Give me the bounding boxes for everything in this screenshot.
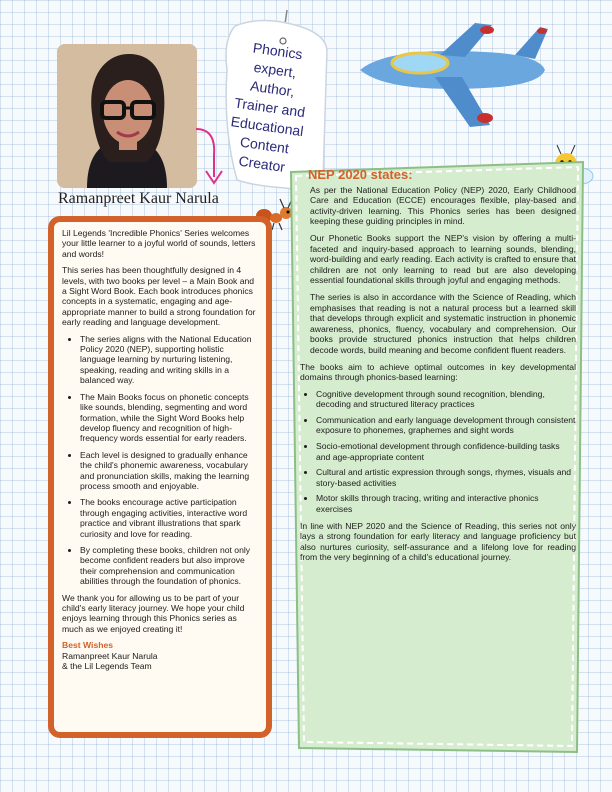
- signature-line: & the Lil Legends Team: [62, 661, 152, 672]
- nep-title: NEP 2020 states:: [308, 167, 413, 182]
- nep-content: [300, 167, 576, 569]
- signature-line: Ramanpreet Kaur Narula: [62, 650, 158, 661]
- curved-arrow-icon: [190, 125, 230, 190]
- nep-paragraph: Our Phonetic Books support the NEP's vision by offering a multi-faceted and inquiry-based approach to learning sounds, blending, word-building and early reading. Each activity is crafted to ensure that children are not only learning to read but are also developing essential foundational skills through joyful and engaging methods.: [310, 232, 576, 286]
- tag-line: Creator: [237, 152, 287, 175]
- tag-line: Phonics: [251, 39, 304, 63]
- list-item: • Cultural and artistic expression through songs, rhymes, visuals and story-based activities: [316, 467, 576, 488]
- nep-paragraph: In line with NEP 2020 and the Science of Reading, this series not only lays a strong foundation for early literacy and language proficiency but also nurtures curiosity, self-assurance and a lifelong love for reading from the very beginning of a child's educational journey.: [300, 520, 576, 563]
- outcomes-list: [300, 389, 576, 515]
- list-item: • The series aligns with the National Education Policy 2020 (NEP), supporting holistic language learning by nurturing listening, speaking, reading and writing skills in a balanced way.: [80, 334, 258, 386]
- design-paragraph: This series has been thoughtfully designed in 4 levels, with two books per level – a Main Book and a Sight Word Book. Each book introduces phonics concepts in a systematic, engaging and age-appropriate manner to build a strong foundation for early reading and language development.: [62, 265, 256, 328]
- series-intro-box: [48, 216, 272, 738]
- list-item: • The Main Books focus on phonetic concepts like sounds, blending, segmenting and word formation, while the Sight Word Books help develop fluency and recognition of high-frequency words essential for early readers.: [80, 392, 258, 444]
- best-wishes: Best Wishes: [62, 640, 114, 651]
- tag-line: Author,: [249, 77, 296, 100]
- nep-paragraph: As per the National Education Policy (NEP) 2020, Early Childhood Care and Education (ECCE) encourages flexible, play-based and activity-driven learning. This Phonics series has been designed keeping these guiding principles in mind.: [310, 184, 576, 227]
- author-photo: [57, 44, 197, 188]
- list-item: • Cognitive development through sound recognition, blending, decoding and structured literacy practices: [316, 389, 576, 410]
- tag-line: Educational: [229, 113, 305, 140]
- list-item: • Socio-emotional development through confidence-building tasks and age-appropriate content: [316, 441, 576, 462]
- tag-line: Content: [239, 133, 290, 157]
- list-item: • By completing these books, children not only become confident readers but also improve their comprehension and communication abilities through the foundation of phonics.: [80, 545, 258, 587]
- list-item: • Communication and early language development through consistent exposure to phonemes, graphemes and sight words: [316, 415, 576, 436]
- intro-paragraph: Lil Legends 'Incredible Phonics' Series welcomes your little learner to a joyful world of sounds, letters and words!: [62, 228, 256, 259]
- tag-line: Trainer and: [233, 94, 307, 121]
- nep-paragraph: The books aim to achieve optimal outcomes in key developmental domains through phonics-based learning:: [300, 361, 576, 383]
- author-name: Ramanpreet Kaur Narula: [58, 190, 219, 207]
- series-features-list: [62, 334, 258, 587]
- list-item: • The books encourage active participation through engaging activities, interactive word practice and vibrant illustrations that spark curiosity and love for reading.: [80, 497, 258, 539]
- nep-paragraph: The series is also in accordance with the Science of Reading, which emphasises that reading is not a natural process but a learned skill that develops through explicit and systematic instruction in phonemic awareness, phonics, fluency, vocabulary and comprehension. Our books provide structured phonics instruction that helps children decode words, build meaning and become confident fluent readers.: [310, 291, 576, 355]
- airplane-icon: [350, 15, 550, 135]
- tag-line: expert,: [252, 58, 298, 81]
- list-item: • Motor skills through tracing, writing and interactive phonics exercises: [316, 493, 576, 514]
- thanks-paragraph: We thank you for allowing us to be part of your child's early literacy journey. We hope your child enjoys learning through this Phonics series as much as we enjoyed creating it!: [62, 592, 245, 634]
- list-item: • Each level is designed to gradually enhance the child's phonemic awareness, vocabulary and pronunciation skills, making the learning process smooth and enjoyable.: [80, 450, 258, 492]
